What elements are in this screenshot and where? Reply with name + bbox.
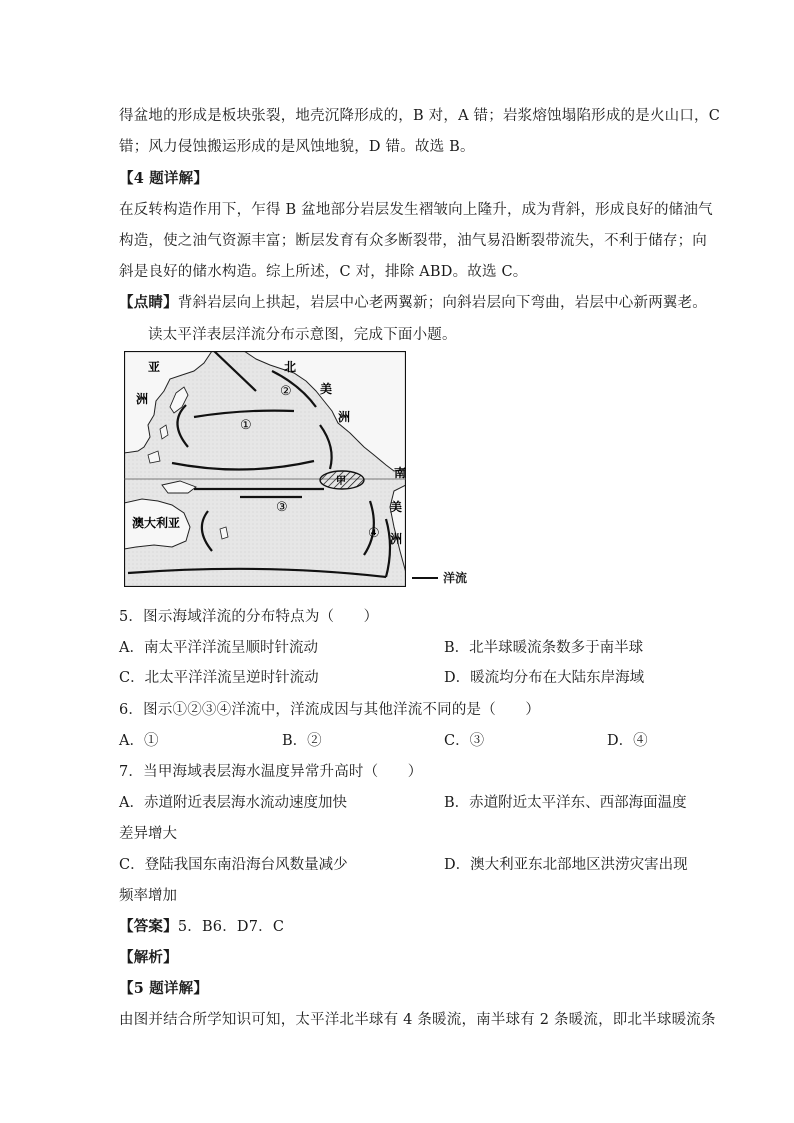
answer-text: 5．B6．D7．C	[177, 919, 285, 935]
option-7c: C．登陆我国东南沿海台风数量减少	[119, 857, 348, 873]
question-6: 6．图示①②③④洋流中，洋流成因与其他洋流不同的是（ ）	[119, 702, 541, 718]
label-america-zhou: 洲	[338, 410, 351, 424]
answer-line	[119, 915, 284, 936]
tip-tag: 【点睛】	[119, 294, 178, 311]
option-5b: B．北半球暖流条数多于南半球	[444, 640, 644, 656]
legend-current-line	[412, 577, 438, 579]
label-asia-zhou: 洲	[136, 392, 149, 406]
option-7b-cont: 差异增大	[119, 826, 177, 842]
option-5a: A．南太平洋洋流呈顺时针流动	[119, 640, 318, 656]
text-line: 构造，使之油气资源丰富；断层发育有众多断裂带，油气易沿断裂带流失，不利于储存；向	[119, 233, 707, 249]
question-5: 5．图示海域洋流的分布特点为（ ）	[119, 609, 379, 625]
text-line: 由图并结合所学知识可知，太平洋北半球有 4 条暖流，南半球有 2 条暖流，即北半球暖流条	[119, 1012, 716, 1028]
option-6a: A．①	[119, 733, 159, 749]
label-america-zhou-2: 洲	[390, 532, 403, 546]
label-current-2: ②	[280, 384, 292, 399]
tip-line	[119, 291, 707, 312]
label-south: 南	[394, 466, 406, 480]
label-america-1: 美	[320, 382, 333, 396]
option-7b: B．赤道附近太平洋东、西部海面温度	[444, 795, 687, 811]
label-north: 北	[284, 360, 297, 374]
label-asia: 亚	[148, 360, 161, 374]
option-7d-cont: 频率增加	[119, 888, 177, 904]
option-7d: D．澳大利亚东北部地区洪涝灾害出现	[444, 857, 688, 873]
answer-tag: 【答案】	[119, 918, 178, 935]
option-7a: A．赤道附近表层海水流动速度加快	[119, 795, 347, 811]
text-line: 错；风力侵蚀搬运形成的是风蚀地貌，D 错。故选 B。	[119, 139, 475, 155]
question-intro: 读太平洋表层洋流分布示意图，完成下面小题。	[148, 327, 457, 343]
text-line: 在反转构造作用下，乍得 B 盆地部分岩层发生褶皱向上隆升，成为背斜，形成良好的储油气	[119, 202, 713, 218]
pacific-currents-map	[124, 351, 406, 587]
section-heading-5: 【5 题详解】	[119, 980, 209, 997]
text-line: 斜是良好的储水构造。综上所述，C 对，排除 ABD。故选 C。	[119, 264, 528, 280]
label-australia: 澳大利亚	[132, 516, 181, 530]
option-6d: D．④	[607, 733, 648, 749]
question-7: 7．当甲海域表层海水温度异常升高时（ ）	[119, 764, 423, 780]
label-america-2: 美	[390, 500, 403, 514]
label-current-4: ④	[368, 526, 380, 541]
label-current-1: ①	[240, 418, 252, 433]
label-jia: 甲	[336, 476, 346, 487]
text-line: 得盆地的形成是板块张裂，地壳沉降形成的，B 对，A 错；岩浆熔蚀塌陷形成的是火山口，C	[119, 108, 721, 124]
analysis-heading: 【解析】	[119, 949, 178, 966]
tip-text: 背斜岩层向上拱起，岩层中心老两翼新；向斜岩层向下弯曲，岩层中心新两翼老。	[177, 295, 708, 311]
option-5c: C．北太平洋洋流呈逆时针流动	[119, 670, 319, 686]
option-5d: D．暖流均分布在大陆东岸海域	[444, 670, 645, 686]
section-heading: 【4 题详解】	[119, 170, 209, 187]
option-6c: C．③	[444, 733, 485, 749]
legend-current-label: 洋流	[443, 571, 468, 585]
option-6b: B．②	[282, 733, 322, 749]
label-current-3: ③	[276, 500, 288, 515]
